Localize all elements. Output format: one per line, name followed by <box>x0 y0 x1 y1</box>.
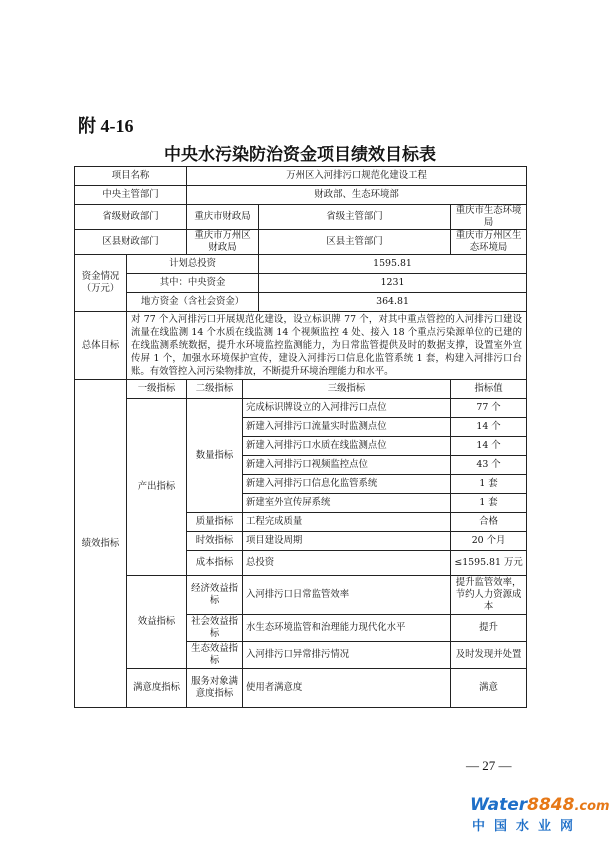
output-label: 产出指标 <box>127 399 187 576</box>
funds-total-label: 计划总投资 <box>127 255 259 274</box>
watermark-logo <box>470 795 610 840</box>
indicator-value: 1 套 <box>451 475 527 494</box>
county-dept-value: 重庆市万州区生态环境局 <box>451 230 527 255</box>
indicator-value: 提升监管效率，节约人力资源成本 <box>451 576 527 615</box>
central-dept-value: 财政部、生态环境部 <box>187 186 527 205</box>
table-row <box>75 669 527 708</box>
indicator-value: 1 套 <box>451 494 527 513</box>
goal-row <box>75 312 527 380</box>
funds-row <box>75 255 527 274</box>
indicator-name: 总投资 <box>243 551 451 576</box>
logo-brand-domain: .com <box>574 799 610 814</box>
indicator-value: 14 个 <box>451 418 527 437</box>
header-level3: 三级指标 <box>243 380 451 399</box>
funds-local-value: 364.81 <box>259 293 527 312</box>
indicator-name: 新建入河排污口水质在线监测点位 <box>243 437 451 456</box>
indicator-value: 提升 <box>451 615 527 642</box>
logo-brand-number: 8848 <box>527 795 575 815</box>
funds-local-label: 地方资金（含社会资金） <box>127 293 259 312</box>
indicator-value: 14 个 <box>451 437 527 456</box>
eco-label: 生态效益指标 <box>187 642 243 669</box>
funds-total-value: 1595.81 <box>259 255 527 274</box>
page-number: — 27 — <box>466 758 512 773</box>
funds-central-label: 其中：中央资金 <box>127 274 259 293</box>
county-dept-label: 区县主管部门 <box>259 230 451 255</box>
indicator-value: 43 个 <box>451 456 527 475</box>
funds-row <box>75 274 527 293</box>
social-label: 社会效益指标 <box>187 615 243 642</box>
quality-label: 质量指标 <box>187 513 243 532</box>
indicator-value: 77 个 <box>451 399 527 418</box>
indicators-section-label: 绩效指标 <box>75 380 127 708</box>
indicator-name: 项目建设周期 <box>243 532 451 551</box>
indicator-name: 使用者满意度 <box>243 669 451 708</box>
prov-finance-value: 重庆市财政局 <box>187 205 259 230</box>
indicator-name: 入河排污口异常排污情况 <box>243 642 451 669</box>
county-finance-value: 重庆市万州区财政局 <box>187 230 259 255</box>
prov-finance-label: 省级财政部门 <box>75 205 187 230</box>
goal-label: 总体目标 <box>75 312 127 380</box>
table-row <box>75 399 527 418</box>
county-finance-label: 区县财政部门 <box>75 230 187 255</box>
funds-label: 资金情况（万元） <box>75 255 127 312</box>
indicator-name: 工程完成质量 <box>243 513 451 532</box>
prov-dept-label: 省级主管部门 <box>259 205 451 230</box>
indicator-name: 新建室外宣传屏系统 <box>243 494 451 513</box>
time-label: 时效指标 <box>187 532 243 551</box>
indicator-value: 20 个月 <box>451 532 527 551</box>
table-row <box>75 576 527 615</box>
indicator-name: 新建入河排污口信息化监管系统 <box>243 475 451 494</box>
quantity-label: 数量指标 <box>187 399 243 513</box>
satisfaction-sub-label: 服务对象满意度指标 <box>187 669 243 708</box>
satisfaction-label: 满意度指标 <box>127 669 187 708</box>
logo-brand-water: Water <box>470 795 528 815</box>
indicator-name: 水生态环境监管和治理能力现代化水平 <box>243 615 451 642</box>
indicator-header-row <box>75 380 527 399</box>
goal-text: 对 77 个入河排污口开展规范化建设，设立标识牌 77 个，对其中重点管控的入河排污口建设流量在线监测 14 个水质在线监测 14 个视频监控 4 处、接入 18 个重点污染源单位的已建的在线监测系统数据，提升水环境监控监测能力，为日常监管提供及时的数据支撑，设置室外宣传屏 1 个，加强水环境保护宣传，建设入河排污口信息化监管系统 1 套，构建入河排污口台账。有效管控入河污染物排放，不断提升环境治理能力和水平。 <box>127 312 527 380</box>
indicator-value: 满意 <box>451 669 527 708</box>
performance-table <box>74 166 527 708</box>
indicator-value: ≤1595.81 万元 <box>451 551 527 576</box>
indicator-value: 及时发现并处置 <box>451 642 527 669</box>
header-value: 指标值 <box>451 380 527 399</box>
header-level2: 二级指标 <box>187 380 243 399</box>
funds-central-value: 1231 <box>259 274 527 293</box>
economic-label: 经济效益指标 <box>187 576 243 615</box>
county-row <box>75 230 527 255</box>
header-level1: 一级指标 <box>127 380 187 399</box>
indicator-name: 入河排污口日常监管效率 <box>243 576 451 615</box>
attachment-label: 附 4-16 <box>78 116 134 136</box>
cost-label: 成本指标 <box>187 551 243 576</box>
indicator-name: 新建入河排污口流量实时监测点位 <box>243 418 451 437</box>
benefit-label: 效益指标 <box>127 576 187 669</box>
indicator-value: 合格 <box>451 513 527 532</box>
prov-dept-value: 重庆市生态环境局 <box>451 205 527 230</box>
logo-chinese-name: 中国水业网 <box>472 819 583 834</box>
logo-brand <box>470 795 610 817</box>
project-name-row <box>75 167 527 186</box>
project-name-value: 万州区入河排污口规范化建设工程 <box>187 167 527 186</box>
central-dept-label: 中央主管部门 <box>75 186 187 205</box>
provincial-row <box>75 205 527 230</box>
indicator-name: 新建入河排污口视频监控点位 <box>243 456 451 475</box>
page-title: 中央水污染防治资金项目绩效目标表 <box>164 145 436 165</box>
funds-row <box>75 293 527 312</box>
project-name-label: 项目名称 <box>75 167 187 186</box>
central-dept-row <box>75 186 527 205</box>
indicator-name: 完成标识牌设立的入河排污口点位 <box>243 399 451 418</box>
